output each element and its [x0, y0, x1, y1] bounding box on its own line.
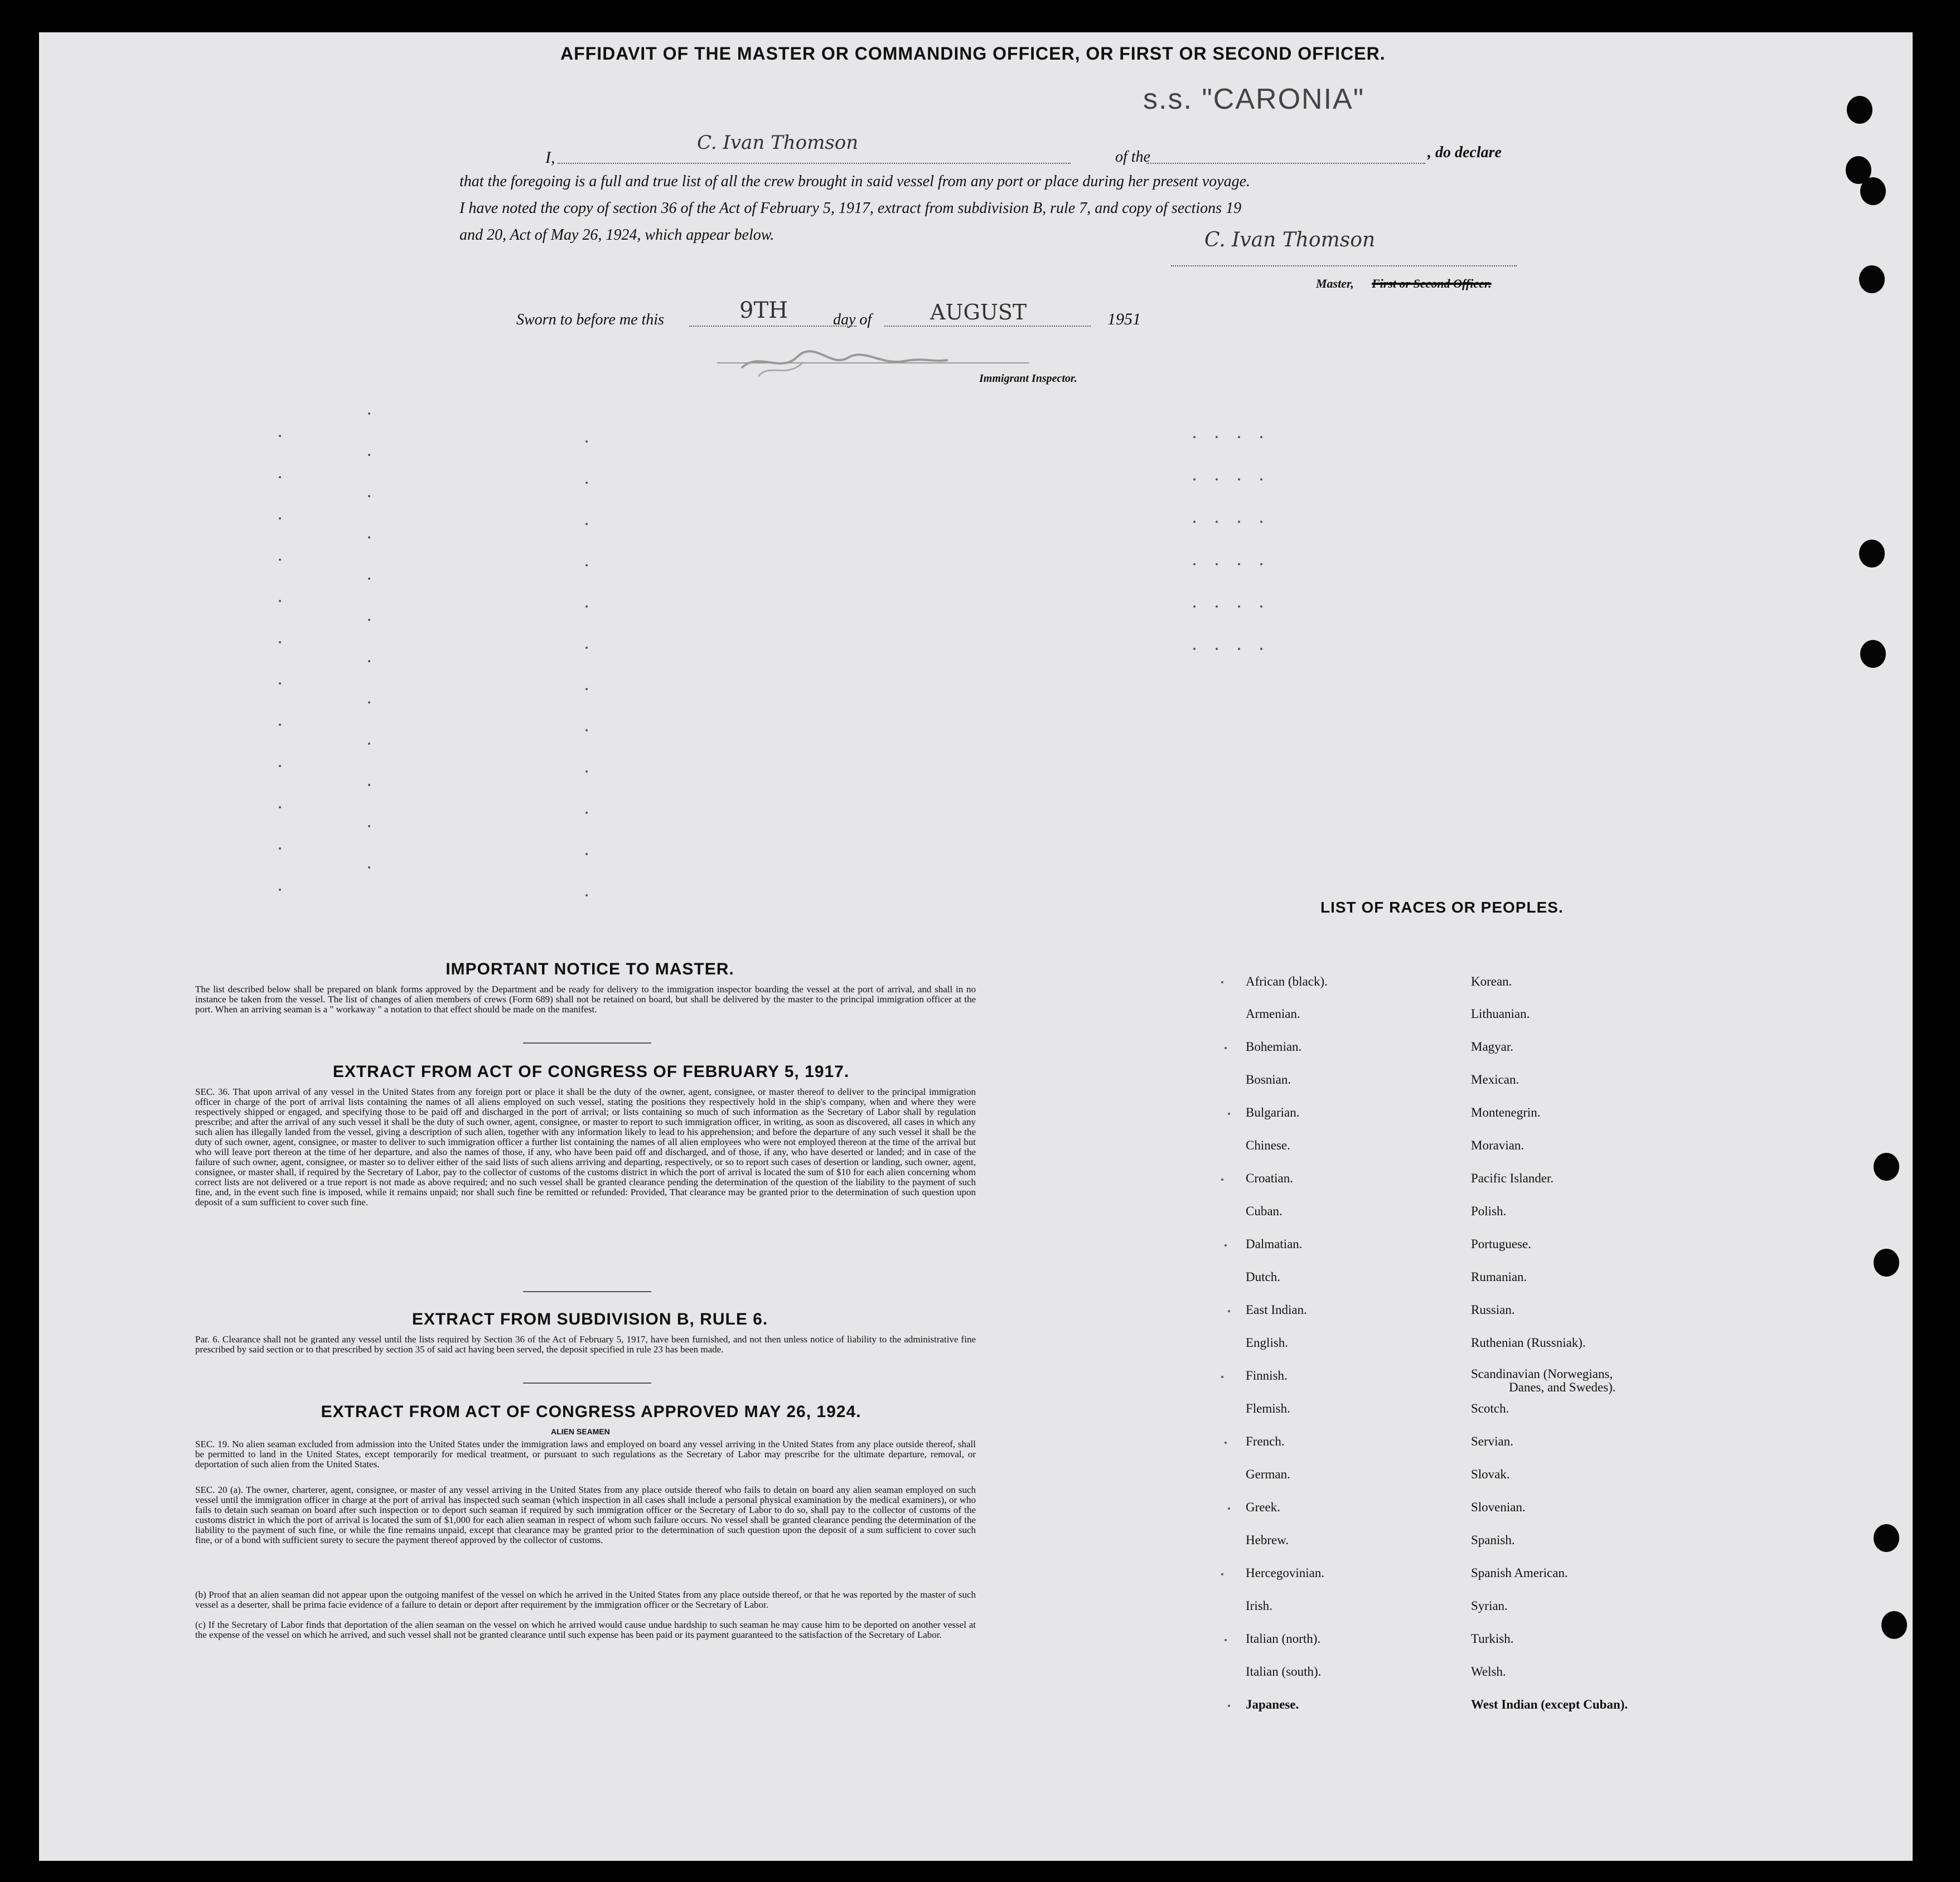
- scan-dot: [1193, 648, 1196, 650]
- scan-dot: [585, 894, 588, 896]
- scan-dot: [368, 619, 370, 621]
- scan-dot: [585, 605, 588, 608]
- punch-hole: [1860, 177, 1886, 205]
- scan-dot: [368, 578, 370, 580]
- sec-20c-text: (c) If the Secretary of Labor finds that deportation of the alien seaman on the vessel on which he arrived would cause undue hardship to such seaman he may cause him to be deported on another vessel at the expense of the vessel on which he arrived, and such vessel shall not be granted clearance until such expense has been paid or its payment guaranteed to the satisfaction of the Secretary of Labor.: [195, 1619, 976, 1640]
- name-line: [558, 163, 1071, 164]
- extract-1917-heading: EXTRACT FROM ACT OF CONGRESS OF FEBRUARY 5, 1917.: [332, 1063, 850, 1081]
- scan-dot: [279, 435, 281, 437]
- scan-dot: [585, 647, 588, 649]
- subdivision-b-divider: [523, 1383, 651, 1384]
- sec-20b-text: (b) Proof that an alien seaman did not appear upon the outgoing manifest of the vessel on which he arrived in the United States from any place outside thereof, or that he was reported by the master of such vessel as a deserter, shall be prima facie evidence of a failure to detain or deport after requirement by the immigration officer or the Secretary of Labor.: [195, 1589, 976, 1610]
- scan-dot: [585, 688, 588, 690]
- race-item: Welsh.: [1471, 1665, 1506, 1679]
- race-item: Korean.: [1471, 974, 1512, 988]
- scan-dot: [279, 682, 281, 685]
- scan-dot: [1260, 478, 1262, 481]
- scan-dot: [585, 729, 588, 731]
- race-item: Armenian.: [1246, 1007, 1300, 1021]
- scan-dot: [585, 564, 588, 566]
- scan-dot: [368, 536, 370, 539]
- scan-dot: [279, 517, 281, 520]
- notice-divider: [523, 1042, 651, 1044]
- day-of-label: day of: [833, 311, 872, 328]
- declaration-line-1: that the foregoing is a full and true list of all the crew brought in said vessel from any port or place during her present voyage.: [459, 173, 1251, 190]
- notice-text: The list described below shall be prepared on blank forms approved by the Department and be ready for delivery to the immigration inspector boarding the vessel at the port of arrival, and shall in no instance be taken from the vessel. The list of changes of alien members of crews (Form 689) shall not be retained on board, but shall be delivered by the master to the principal immigration officer at the port. When an arriving seaman is a " workaway " a notation to that effect should be made on the manifest.: [195, 984, 976, 1015]
- scan-dot: [1228, 1507, 1230, 1510]
- scan-dot: [368, 413, 370, 415]
- scan-dot: [585, 523, 588, 525]
- scan-dot: [1238, 521, 1240, 523]
- race-item: Dutch.: [1246, 1270, 1280, 1284]
- year-value: 1951: [1107, 310, 1141, 328]
- scan-dot: [279, 559, 281, 561]
- race-item: Chinese.: [1246, 1138, 1290, 1152]
- scan-dot: [1228, 1310, 1230, 1312]
- scan-dot: [279, 641, 281, 643]
- race-item: German.: [1246, 1467, 1290, 1481]
- race-item: Spanish American.: [1471, 1566, 1568, 1580]
- punch-hole: [1874, 1524, 1899, 1552]
- scan-dot: [368, 784, 370, 786]
- scan-dot: [585, 770, 588, 773]
- scan-dot: [1216, 478, 1218, 481]
- punch-hole: [1859, 265, 1885, 293]
- struck-officer-label: First or Second Officer.: [1372, 277, 1492, 290]
- race-item: Moravian.: [1471, 1138, 1525, 1152]
- scan-dot: [1228, 1113, 1230, 1115]
- race-item: Finnish.: [1246, 1369, 1288, 1383]
- extract-1924-heading: EXTRACT FROM ACT OF CONGRESS APPROVED MAY 26, 1924.: [321, 1403, 862, 1421]
- race-item: Irish.: [1246, 1599, 1272, 1613]
- race-item-continued: Danes, and Swedes).: [1509, 1380, 1616, 1394]
- scan-dot: [1216, 563, 1218, 565]
- race-item: Flemish.: [1246, 1401, 1290, 1415]
- scan-dot: [1221, 981, 1223, 983]
- punch-hole: [1847, 96, 1872, 124]
- race-item: African (black).: [1246, 974, 1328, 988]
- scan-dot: [585, 812, 588, 814]
- race-item: Spanish.: [1471, 1533, 1515, 1547]
- race-item: Italian (north).: [1246, 1632, 1321, 1646]
- punch-hole: [1874, 1249, 1899, 1277]
- scan-dot: [1221, 1573, 1223, 1575]
- scan-dot: [1216, 648, 1218, 650]
- scan-dot: [279, 724, 281, 726]
- do-declare-label: , do declare: [1427, 144, 1502, 161]
- race-item: Syrian.: [1471, 1599, 1508, 1613]
- race-item: Montenegrin.: [1471, 1105, 1541, 1119]
- race-item: Scandinavian (Norwegians,: [1471, 1367, 1613, 1381]
- scan-dot: [279, 476, 281, 478]
- race-item: Slovenian.: [1471, 1500, 1526, 1514]
- scan-dot: [279, 806, 281, 808]
- scan-dot: [585, 853, 588, 855]
- scan-dot: [368, 454, 370, 456]
- notice-heading: IMPORTANT NOTICE TO MASTER.: [446, 960, 734, 978]
- subdivision-b-text: Par. 6. Clearance shall not be granted any vessel until the lists required by Section 36 of the Act of February 5, 1917, have been furnished, and not then unless notice of liability to the administrative fine prescribed by said section or to that prescribed by section 35 of said act having been served, the deposit specified in rule 23 has been made.: [195, 1334, 976, 1355]
- race-item: Scotch.: [1471, 1401, 1509, 1415]
- scan-dot: [1221, 1178, 1223, 1181]
- race-item: West Indian (except Cuban).: [1471, 1697, 1628, 1711]
- race-item: Portuguese.: [1471, 1237, 1531, 1251]
- race-item: Greek.: [1246, 1500, 1280, 1514]
- race-item: Bulgarian.: [1246, 1105, 1300, 1119]
- race-item: Italian (south).: [1246, 1665, 1322, 1679]
- scan-dot: [368, 701, 370, 704]
- extract-1917-divider: [523, 1291, 651, 1292]
- extract-1917-text: SEC. 36. That upon arrival of any vessel in the United States from any foreign port or place it shall be the duty of the owner, agent, consignee, or master thereof to deliver to the principal immigration officer in charge of the port of arrival lists containing the names of all aliens employed on such vessel, stating the positions they respectively hold in the ship's company, when and where they were respectively shipped or engaged, and specifying those to be paid off and discharged in the port of arrival; or lists containing so much of such information as the Secretary of Labor shall by regulation prescribe; and after the arrival of any such vessel it shall be the duty of such owner, agent, consignee, or master to report to such immigration officer, in writing, as soon as discovered, all cases in which any such alien has illegally landed from the vessel, giving a description of such alien, together with any information likely to lead to his apprehension; and before the departure of any such vessel it shall be the duty of such owner, agent, consignee, or master to deliver to such immigration officer a further list containing the names of all alien employees who were not employed thereon at the time of the arrival but who will leave port thereon at the time of her departure, and also the names of those, if any, who have been paid off and discharged, and of those, if any, who have deserted or landed; and in case of the failure of such owner, agent, consignee, or master so to deliver either of the said lists of such aliens arriving and departing, respectively, or so to report such cases of desertion or landing, such owner, agent, consignee, or master shall, if required by the Secretary of Labor, pay to the collector of customs of the customs district in which the port of arrival is located the sum of $10 for each alien concerning whom correct lists are not delivered or a true report is not made as above required; and no such vessel shall be granted clearance pending the determination of the question of the liability to the payment of such fine, and, in the event such fine is imposed, while it remains unpaid; nor shall such fine be remitted or refunded: Provided, That clearance may be granted prior to the determination of such question upon deposit of a sum sufficient to cover such fine.: [195, 1086, 976, 1207]
- scan-dot: [1238, 478, 1240, 481]
- scan-dot: [1193, 563, 1196, 565]
- race-item: Turkish.: [1471, 1632, 1514, 1646]
- race-item: Hebrew.: [1246, 1533, 1289, 1547]
- scan-dot: [1260, 563, 1262, 565]
- master-signature-line: [1171, 265, 1517, 266]
- scan-dot: [1260, 436, 1262, 438]
- vessel-line: [1146, 163, 1425, 164]
- scan-dot: [1216, 436, 1218, 438]
- sec-20a-text: SEC. 20 (a). The owner, charterer, agent, consignee, or master of any vessel arriving in the United States from any place outside thereof who fails to detain on board any alien seaman employed on such vessel until the immigration officer in charge at the port of arrival has inspected such seaman (which inspection in all cases shall include a personal physical examination by the medical examiners), or who fails to detain such seaman on board after such inspection or to deport such seaman if required by such immigration officer or the Secretary of Labor to do so, shall pay to the collector of customs of the customs district in which the port of arrival is located the sum of $1,000 for each alien seaman in respect of whom such failure occurs. No vessel shall be granted clearance pending the determination of the liability to the payment of such fine, or while the fine remains unpaid, except that clearance may be granted prior to the determination of such question upon the deposit of a sum sufficient to cover such fine, or of a bond with sufficient surety to secure the payment thereof approved by the collector of customs.: [195, 1485, 976, 1545]
- scan-dot: [279, 847, 281, 850]
- day-line: [689, 326, 856, 327]
- race-item: Pacific Islander.: [1471, 1171, 1554, 1185]
- scan-dot: [368, 743, 370, 745]
- race-item: Slovak.: [1471, 1467, 1510, 1481]
- race-item: Bosnian.: [1246, 1073, 1291, 1086]
- inspector-label: Immigrant Inspector.: [979, 372, 1077, 385]
- race-item: Dalmatian.: [1246, 1237, 1303, 1251]
- vessel-name: s.s. "CARONIA": [1143, 83, 1365, 115]
- scan-dot: [1260, 605, 1262, 608]
- race-item: English.: [1246, 1336, 1289, 1350]
- scan-dot: [1260, 521, 1262, 523]
- scan-dot: [368, 495, 370, 497]
- scan-dot: [1228, 1705, 1230, 1707]
- scan-dot: [1216, 605, 1218, 608]
- scan-dot: [1238, 563, 1240, 565]
- race-item: Cuban.: [1246, 1204, 1283, 1218]
- race-item: Rumanian.: [1471, 1270, 1527, 1284]
- master-signature: C. Ivan Thomson: [1204, 229, 1376, 251]
- race-item: Hercegovinian.: [1246, 1566, 1325, 1580]
- name-signature: C. Ivan Thomson: [697, 132, 859, 154]
- race-item: Croatian.: [1246, 1171, 1293, 1185]
- race-item: Servian.: [1471, 1434, 1514, 1448]
- sworn-label: Sworn to before me this: [516, 311, 664, 328]
- scan-dot: [585, 440, 588, 443]
- i-label: I,: [545, 148, 555, 167]
- declaration-line-2: I have noted the copy of section 36 of the Act of February 5, 1917, extract from subdivision B, rule 7, and copy of sections 19: [459, 200, 1242, 217]
- punch-hole: [1881, 1611, 1907, 1639]
- inspector-line: [717, 362, 1029, 363]
- race-item: Magyar.: [1471, 1040, 1514, 1054]
- scan-dot: [1238, 436, 1240, 438]
- scan-dot: [1225, 1047, 1227, 1049]
- scan-dot: [1193, 478, 1196, 481]
- declaration-line-3: and 20, Act of May 26, 1924, which appear below.: [459, 226, 775, 244]
- sec-19-text: SEC. 19. No alien seaman excluded from admission into the United States under the immigration laws and employed on board any vessel arriving in the United States from any place outside thereof, shall be permitted to land in the United States, except temporarily for medical treatment, or pursuant to such regulations as the Secretary of Labor may prescribe for the ultimate departure, removal, or deportation of such alien from the United States.: [195, 1439, 976, 1469]
- scan-dot: [279, 600, 281, 602]
- scan-dot: [279, 889, 281, 891]
- scan-dot: [1193, 436, 1196, 438]
- scan-dot: [368, 660, 370, 662]
- scan-dot: [585, 482, 588, 484]
- race-item: Mexican.: [1471, 1073, 1519, 1086]
- scan-dot: [1193, 521, 1196, 523]
- race-item: Polish.: [1471, 1204, 1507, 1218]
- races-heading: LIST OF RACES OR PEOPLES.: [1320, 899, 1564, 916]
- scan-dot: [1238, 605, 1240, 608]
- scan-dot: [1238, 648, 1240, 650]
- race-item: Japanese.: [1246, 1697, 1299, 1711]
- punch-hole: [1859, 540, 1885, 567]
- affidavit-title: AFFIDAVIT OF THE MASTER OR COMMANDING OFFICER, OR FIRST OR SECOND OFFICER.: [560, 43, 1386, 64]
- race-item: Russian.: [1471, 1303, 1515, 1317]
- subdivision-b-heading: EXTRACT FROM SUBDIVISION B, RULE 6.: [412, 1310, 768, 1328]
- alien-seamen-subheading: ALIEN SEAMEN: [551, 1427, 610, 1436]
- scan-dot: [1225, 1244, 1227, 1246]
- race-item: Bohemian.: [1246, 1040, 1302, 1054]
- scan-dot: [368, 825, 370, 827]
- scan-dot: [368, 866, 370, 869]
- month-line: [884, 326, 1091, 327]
- scan-dot: [1225, 1639, 1227, 1641]
- punch-hole: [1860, 640, 1886, 668]
- scan-dot: [1221, 1376, 1223, 1378]
- scan-dot: [1225, 1442, 1227, 1444]
- punch-hole: [1874, 1153, 1899, 1181]
- race-item: French.: [1246, 1434, 1285, 1448]
- month-value: AUGUST: [930, 300, 1027, 324]
- race-item: East Indian.: [1246, 1303, 1307, 1317]
- scan-dot: [1193, 605, 1196, 608]
- race-item: Lithuanian.: [1471, 1007, 1530, 1021]
- day-value: 9TH: [739, 298, 788, 323]
- race-item: Ruthenian (Russniak).: [1471, 1336, 1586, 1350]
- scan-dot: [279, 765, 281, 767]
- of-the-label: of the: [1115, 148, 1150, 166]
- scan-dot: [1216, 521, 1218, 523]
- scan-dot: [1260, 648, 1262, 650]
- master-label: Master,: [1316, 277, 1354, 290]
